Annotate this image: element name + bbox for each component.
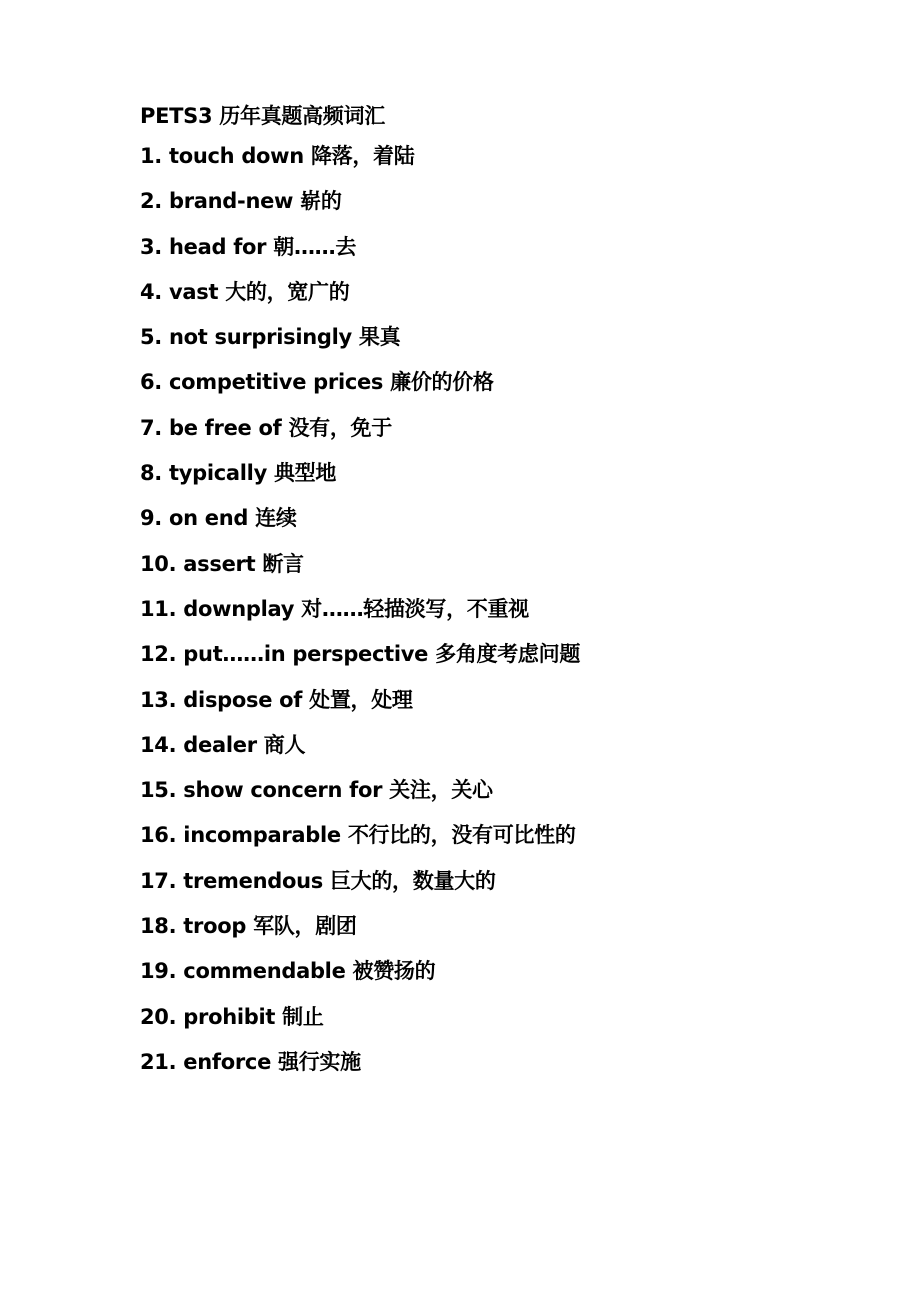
vocabulary-item: 13. dispose of 处置，处理 [140,687,413,712]
vocabulary-item: 15. show concern for 关注，关心 [140,778,493,803]
vocabulary-item: 9. on end 连续 [140,506,297,531]
document-title: PETS3 历年真题高频词汇 [140,104,385,128]
vocabulary-item: 12. put……in perspective 多角度考虑问题 [140,642,581,667]
vocabulary-item: 17. tremendous 巨大的，数量大的 [140,868,496,893]
vocabulary-item: 6. competitive prices 廉价的价格 [140,370,494,395]
vocabulary-item: 1. touch down 降落，着陆 [140,144,415,168]
vocabulary-item: 4. vast 大的，宽广的 [140,279,350,304]
vocabulary-item: 8. typically 典型地 [140,461,337,486]
vocabulary-item: 20. prohibit 制止 [140,1004,324,1029]
document-content [140,98,860,1085]
vocabulary-item: 2. brand-new 崭的 [140,189,342,214]
vocabulary-item: 11. downplay 对……轻描淡写，不重视 [140,596,529,621]
vocabulary-item: 14. dealer 商人 [140,732,306,757]
vocabulary-item: 3. head for 朝……去 [140,234,357,259]
vocabulary-item: 5. not surprisingly 果真 [140,325,401,350]
vocabulary-item: 18. troop 军队，剧团 [140,914,357,939]
vocabulary-item: 21. enforce 强行实施 [140,1049,361,1074]
vocabulary-item: 19. commendable 被赞扬的 [140,959,436,984]
vocabulary-item: 16. incomparable 不行比的，没有可比性的 [140,823,576,848]
vocabulary-item: 10. assert 断言 [140,551,304,576]
vocabulary-item: 7. be free of 没有，免于 [140,415,392,440]
vocabulary-list [140,134,860,1085]
